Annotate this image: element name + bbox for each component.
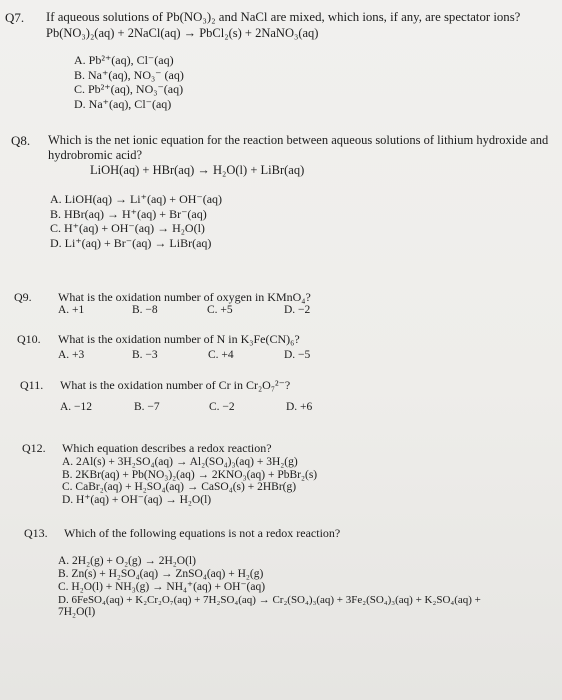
q13-options	[58, 555, 481, 619]
q8-equation: LiOH(aq) + HBr(aq) → H₂O(l) + LiBr(aq)	[90, 163, 305, 177]
q8-option-c: C. H⁺(aq) + OH⁻(aq) → H₂O(l)	[50, 221, 205, 236]
q7-stem: If aqueous solutions of Pb(NO₃)₂ and NaCl are mixed, which ions, if any, are spectator ions?	[46, 10, 521, 24]
q7-number: Q7.	[5, 10, 25, 25]
q9-option-a: A. +1	[58, 304, 85, 316]
q12-option-d: D. H⁺(aq) + OH⁻(aq) → H₂O(l)	[62, 493, 212, 506]
q13-stem: Which of the following equations is not a redox reaction?	[64, 526, 341, 540]
q13-option-d-cont: 7H₂O(l)	[58, 605, 96, 618]
q8-stem: Which is the net ionic equation for the reaction between aqueous solutions of lithium hydroxide and	[48, 133, 549, 147]
q10-number: Q10.	[17, 332, 41, 346]
q12-option-a: A. 2Al(s) + 3H₂SO₄(aq) → Al₂(SO₄)₃(aq) + 3H₂(g)	[62, 456, 298, 468]
q9-option-d: D. −2	[284, 304, 311, 316]
q13-option-b: B. Zn(s) + H₂SO₄(aq) → ZnSO₄(aq) + H₂(g)	[58, 567, 264, 580]
q7-equation: Pb(NO₃)₂(aq) + 2NaCl(aq) → PbCl₂(s) + 2NaNO₃(aq)	[46, 26, 319, 40]
q10-stem: What is the oxidation number of N in K₃Fe(CN)₆?	[58, 332, 300, 346]
q11-number: Q11.	[20, 378, 44, 392]
q8-stem-cont: hydrobromic acid?	[48, 148, 143, 162]
q13-number: Q13.	[24, 526, 48, 540]
q8-number: Q8.	[11, 133, 31, 148]
q8-option-a: A. LiOH(aq) → Li⁺(aq) + OH⁻(aq)	[50, 192, 223, 206]
q8-option-d: D. Li⁺(aq) + Br⁻(aq) → LiBr(aq)	[50, 235, 212, 250]
q9-stem: What is the oxidation number of oxygen in KMnO₄?	[58, 290, 311, 304]
q7-options	[74, 53, 184, 112]
q7-option-b: B. Na⁺(aq), NO₃⁻ (aq)	[74, 67, 184, 82]
q8-option-b: B. HBr(aq) → H⁺(aq) + Br⁻(aq)	[50, 206, 207, 221]
q7-option-a: A. Pb²⁺(aq), Cl⁻(aq)	[74, 53, 174, 67]
q12-number: Q12.	[22, 441, 46, 455]
q12-option-b: B. 2KBr(aq) + Pb(NO₃)₂(aq) → 2KNO₃(aq) + PbBr₂(s)	[62, 468, 318, 481]
q11-option-a: A. −12	[60, 401, 93, 413]
q11-option-b: B. −7	[134, 401, 160, 413]
q9-option-b: B. −8	[132, 304, 158, 316]
q11-stem: What is the oxidation number of Cr in Cr₂O₇²⁻?	[60, 378, 291, 392]
q9-option-c: C. +5	[207, 304, 233, 316]
q7-option-c: C. Pb²⁺(aq), NO₃⁻(aq)	[74, 82, 184, 97]
q8-options	[50, 192, 222, 251]
q10-option-b: B. −3	[132, 349, 158, 361]
q13-option-a: A. 2H₂(g) + O₂(g) → 2H₂O(l)	[58, 555, 196, 567]
q11-option-d: D. +6	[286, 401, 313, 413]
q13-option-d: D. 6FeSO₄(aq) + K₂Cr₂O₇(aq) + 7H₂SO₄(aq) → Cr₂(SO₄)₃(aq) + 3Fe₂(SO₄)₃(aq) + K₂SO₄(aq) +	[58, 593, 481, 606]
q12-options	[62, 456, 317, 507]
q10-option-c: C. +4	[208, 349, 234, 361]
q9-number: Q9.	[14, 290, 32, 304]
q11-option-c: C. −2	[209, 401, 235, 413]
q10-option-d: D. −5	[284, 349, 311, 361]
q12-stem: Which equation describes a redox reaction?	[62, 441, 272, 455]
q13-option-c: C. H₂O(l) + NH₃(g) → NH₄⁺(aq) + OH⁻(aq)	[58, 580, 266, 593]
q7-option-d: D. Na⁺(aq), Cl⁻(aq)	[74, 96, 172, 111]
q10-option-a: A. +3	[58, 349, 85, 361]
q12-option-c: C. CaBr₂(aq) + H₂SO₄(aq) → CaSO₄(s) + 2HBr(g)	[62, 481, 297, 494]
